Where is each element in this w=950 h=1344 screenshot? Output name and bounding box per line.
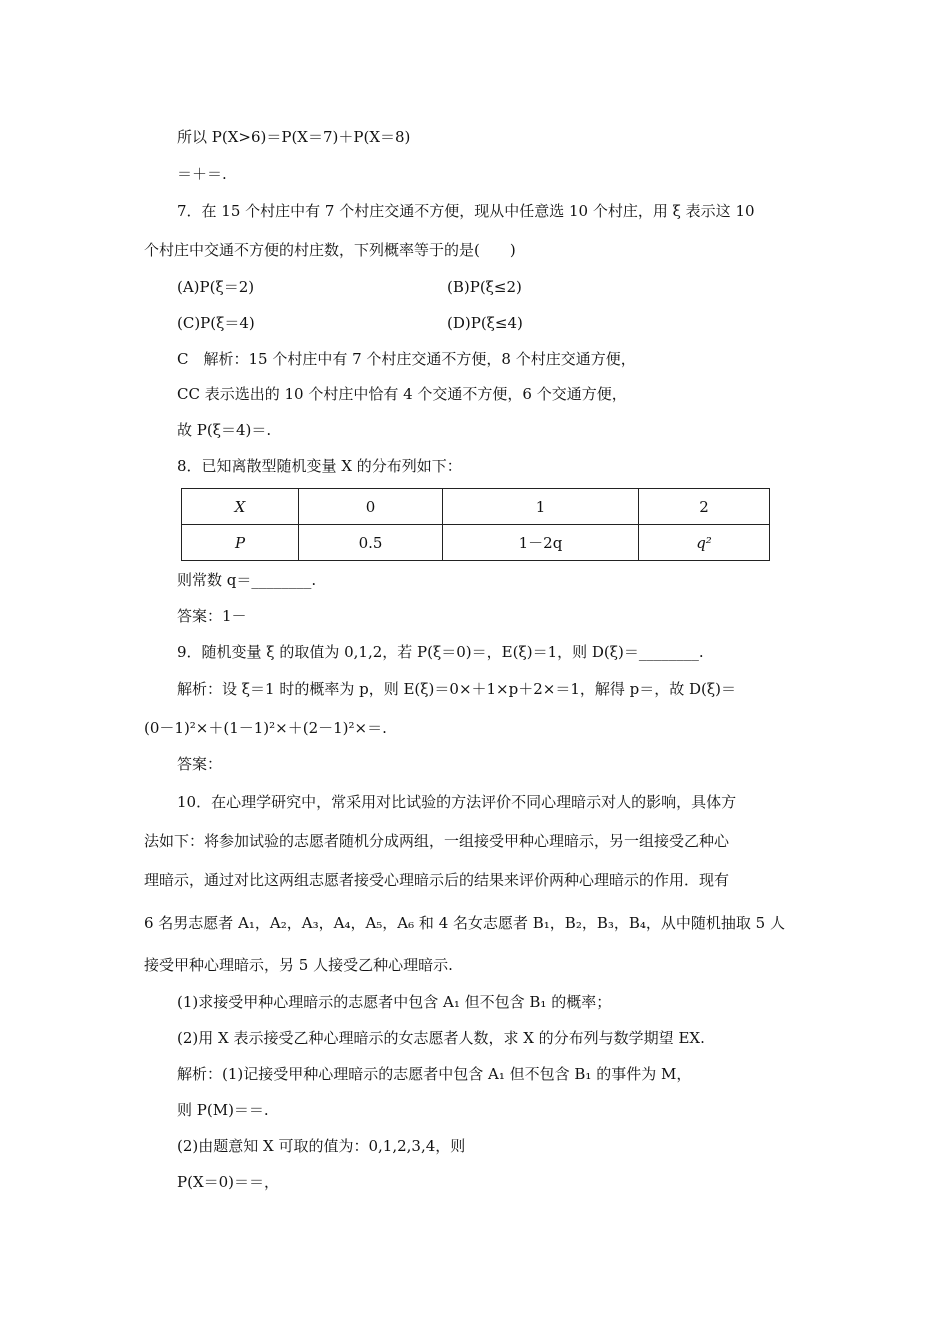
question-10-line2: 法如下：将参加试验的志愿者随机分成两组，一组接受甲种心理暗示，另一组接受乙种心: [144, 832, 730, 850]
answer-9-line1: 解析：设 ξ＝1 时的概率为 p，则 E(ξ)＝0×＋1×p＋2×＝1，解得 p＝，故 D(ξ)＝: [177, 680, 737, 698]
option-7-b: (B)P(ξ≤2): [447, 278, 522, 296]
answer-7-line1: C 解析：15 个村庄中有 7 个村庄交通不方便，8 个村庄交通方便，: [177, 350, 636, 368]
question-7-line1: 7．在 15 个村庄中有 7 个村庄交通不方便，现从中任意选 10 个村庄，用 ξ 表示这 10: [177, 202, 755, 220]
question-10-line3: 理暗示，通过对比这两组志愿者接受心理暗示后的结果来评价两种心理暗示的作用．现有: [144, 871, 730, 889]
answer-9-line2: (0－1)²×＋(1－1)²×＋(2－1)²×＝.: [144, 719, 387, 737]
answer-8: 答案：1－: [177, 607, 247, 625]
answer-10-line1: 解析：(1)记接受甲种心理暗示的志愿者中包含 A₁ 但不包含 B₁ 的事件为 M，: [177, 1065, 692, 1083]
question-10-part2: (2)用 X 表示接受乙种心理暗示的女志愿者人数，求 X 的分布列与数学期望 EX.: [177, 1029, 705, 1047]
answer-9-line3: 答案：: [177, 755, 223, 773]
question-9: 9．随机变量 ξ 的取值为 0,1,2，若 P(ξ＝0)＝，E(ξ)＝1，则 D(ξ)＝________.: [177, 643, 704, 661]
table-cell: 1: [443, 489, 639, 525]
table-cell: 1－2q: [443, 525, 639, 561]
question-10-part1: (1)求接受甲种心理暗示的志愿者中包含 A₁ 但不包含 B₁ 的概率；: [177, 993, 612, 1011]
table-cell: X: [182, 489, 299, 525]
answer-7-line2: CC 表示选出的 10 个村庄中恰有 4 个交通不方便，6 个交通方便，: [177, 385, 627, 403]
line-result: ＝＋＝.: [177, 165, 227, 183]
distribution-table: [181, 488, 770, 561]
question-8-blank: 则常数 q＝________.: [177, 571, 317, 589]
question-10-line1: 10．在心理学研究中，常采用对比试验的方法评价不同心理暗示对人的影响，具体方: [177, 793, 737, 811]
table-cell: q²: [639, 525, 770, 561]
option-7-a: (A)P(ξ＝2): [177, 278, 255, 296]
table-cell: 0: [299, 489, 443, 525]
table-cell: 2: [639, 489, 770, 525]
question-10-line4: 6 名男志愿者 A₁，A₂，A₃，A₄，A₅，A₆ 和 4 名女志愿者 B₁，B₂，B₃，B₄，从中随机抽取 5 人: [144, 914, 785, 932]
line-p-sum: 所以 P(X>6)＝P(X＝7)＋P(X＝8): [177, 128, 411, 146]
answer-10-line4: P(X＝0)＝＝，: [177, 1173, 280, 1191]
option-7-c: (C)P(ξ＝4): [177, 314, 255, 332]
table-cell: 0.5: [299, 525, 443, 561]
option-7-d: (D)P(ξ≤4): [447, 314, 523, 332]
question-10-line5: 接受甲种心理暗示，另 5 人接受乙种心理暗示.: [144, 956, 453, 974]
question-7-line2: 个村庄中交通不方便的村庄数，下列概率等于的是( ): [144, 241, 516, 259]
table-row: [182, 489, 770, 525]
question-8: 8．已知离散型随机变量 X 的分布列如下：: [177, 457, 462, 475]
answer-7-line3: 故 P(ξ＝4)＝.: [177, 421, 272, 439]
answer-10-line2: 则 P(M)＝＝.: [177, 1101, 269, 1119]
table-cell: P: [182, 525, 299, 561]
answer-10-line3: (2)由题意知 X 可取的值为：0,1,2,3,4，则: [177, 1137, 466, 1155]
table-row: [182, 525, 770, 561]
